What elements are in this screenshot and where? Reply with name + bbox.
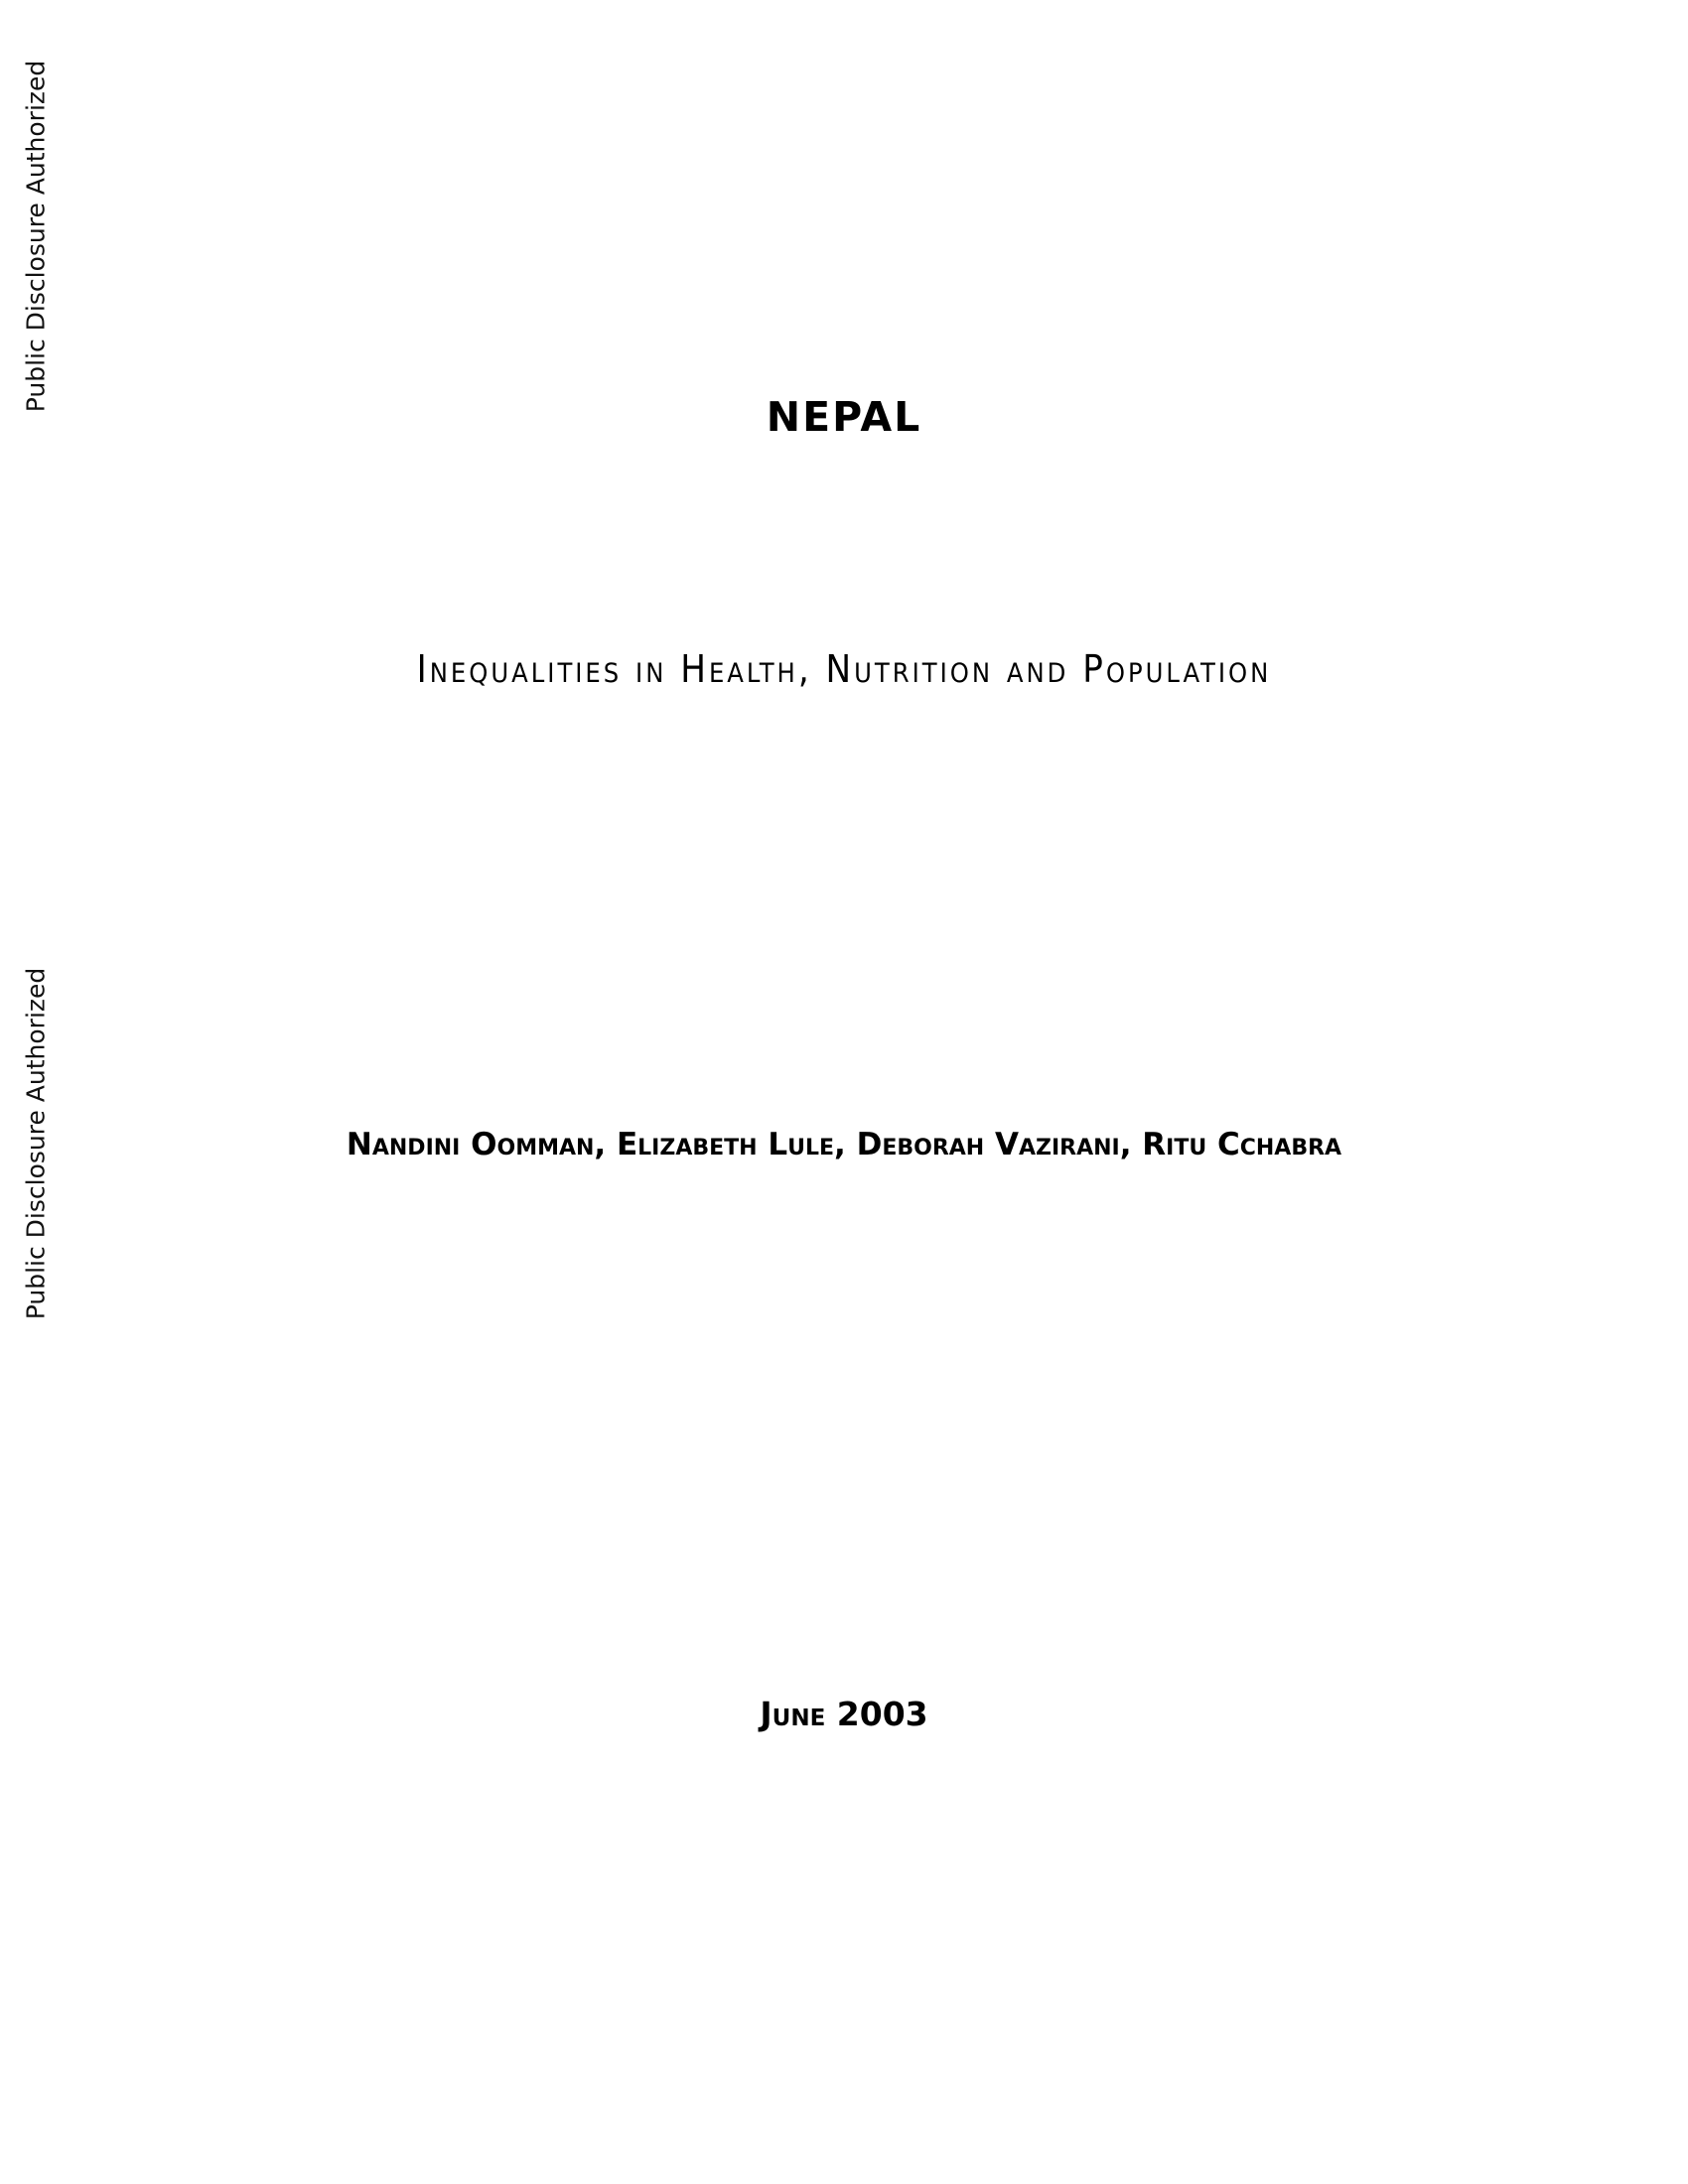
document-title: NEPAL	[766, 393, 922, 441]
document-authors: Nandini Oomman, Elizabeth Lule, Deborah Vazirani, Ritu Cchabra	[346, 1127, 1342, 1162]
public-disclosure-stamp: Public Disclosure Authorized	[21, 967, 51, 1320]
document-subtitle: Inequalities in Health, Nutrition and Population	[416, 647, 1272, 691]
public-disclosure-stamp: Public Disclosure Authorized	[21, 60, 51, 413]
document-date: June 2003	[760, 1695, 928, 1733]
